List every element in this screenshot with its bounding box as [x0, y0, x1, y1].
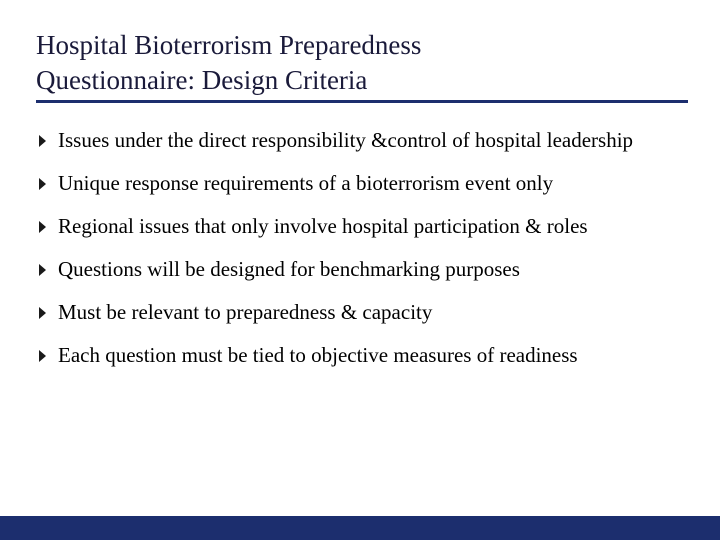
right-triangle-icon: [39, 135, 46, 147]
right-triangle-icon: [39, 264, 46, 276]
slide-title-line-1: Hospital Bioterrorism Preparedness: [36, 30, 422, 60]
right-triangle-icon: [39, 307, 46, 319]
bullet-text: Questions will be designed for benchmarking purposes: [58, 257, 520, 281]
bullet-text: Issues under the direct responsibility &control of hospital leadership: [58, 128, 634, 152]
bullet-item: [36, 212, 686, 241]
right-triangle-icon: [39, 221, 46, 233]
slide-title: [36, 28, 676, 98]
bullet-item: [36, 126, 686, 155]
bullet-list: [36, 126, 686, 384]
bullet-item: [36, 298, 686, 327]
bullet-text: Each question must be tied to objective measures of readiness: [58, 343, 578, 367]
bullet-item: [36, 169, 686, 198]
bullet-item: [36, 255, 686, 284]
bullet-text: Regional issues that only involve hospital participation & roles: [58, 214, 588, 238]
title-underline: [36, 100, 688, 103]
bullet-item: [36, 341, 686, 370]
footer-bar: [0, 516, 720, 540]
bullet-text: Unique response requirements of a bioterrorism event only: [58, 171, 554, 195]
bullet-text: Must be relevant to preparedness & capacity: [58, 300, 433, 324]
right-triangle-icon: [39, 350, 46, 362]
slide-title-line-2: Questionnaire: Design Criteria: [36, 65, 368, 95]
right-triangle-icon: [39, 178, 46, 190]
